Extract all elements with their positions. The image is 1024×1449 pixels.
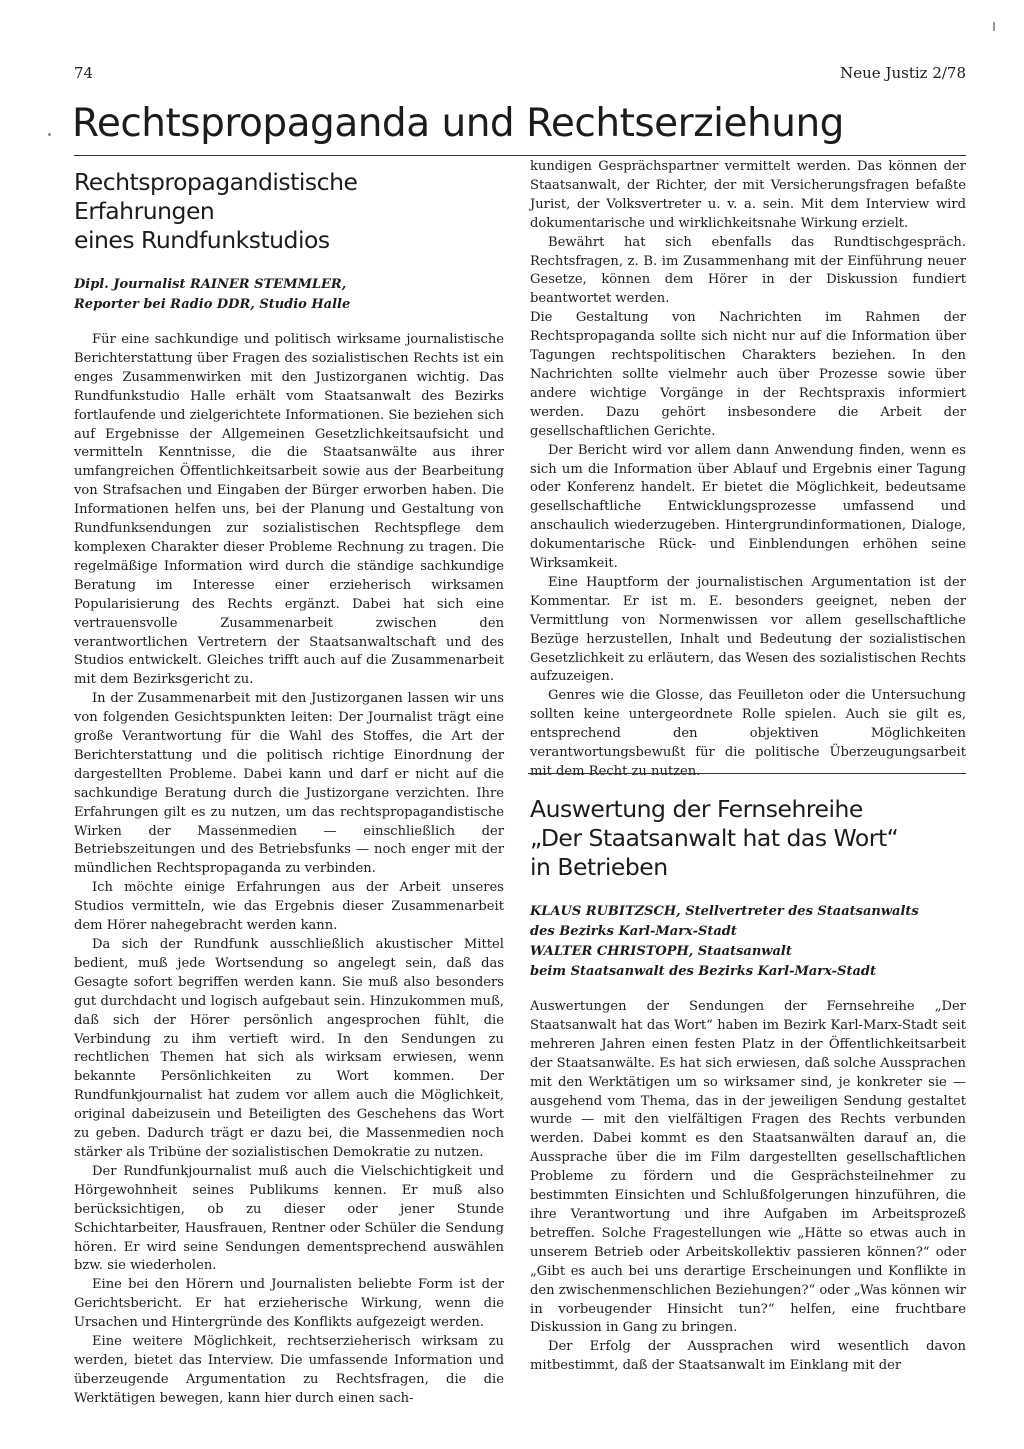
scan-dot [48, 133, 51, 136]
article1-author-line2: Reporter bei Radio DDR, Studio Halle [74, 297, 351, 312]
paragraph: Der Bericht wird vor allem dann Anwendung finden, wenn es sich um die Information über Ablauf und Ergebnis einer Tagung oder Konferenz handelt. Er bietet die Möglichkeit, bedeutsame gesellschaftliche Entwicklungsprozesse umfassend und anschaulich wiederzugeben. Hintergrundinformationen, Dialoge, dokumentarische Rück- und Einblendungen erhöhen seine Wirksamkeit. [530, 442, 966, 572]
article1-title [74, 168, 504, 255]
article1-right-column [530, 158, 966, 782]
paragraph: Der Erfolg der Aussprachen wird wesentlich davon mitbestimmt, daß der Staatsanwalt im Einklang mit der [530, 1339, 966, 1374]
scan-mark [993, 22, 995, 31]
page-number: 74 [74, 64, 94, 82]
article2-author-line3: WALTER CHRISTOPH, Staatsanwalt [530, 944, 792, 959]
article1-left-column [74, 168, 504, 1409]
article2-title [530, 795, 966, 882]
paragraph: Die Gestaltung von Nachrichten im Rahmen der Rechtspropaganda sollte sich nicht nur auf die Information über Tagungen rechtspolitischen Charakters beziehen. In den Nachrichten sollte vielmehr auch über Prozesse sowie über andere wichtige Vorgänge in der Rechtspraxis informiert werden. Dazu gehört insbesondere die Arbeit der gesellschaftlichen Gerichte. [530, 310, 966, 439]
article2-author-line2: des Bezirks Karl-Marx-Stadt [530, 924, 737, 939]
paragraph: Für eine sachkundige und politisch wirksame journalistische Berichterstattung über Fragen des sozialistischen Rechts ist ein enges Zusammenwirken mit den Justizorganen wichtig. Das Rundfunkstudio Halle erhält vom Staatsanwalt des Bezirks fortlaufende und zielgerichtete Informationen. Sie beziehen sich auf Ergebnisse der Allgemeinen Gesetzlichkeitsaufsicht und vermitteln Kenntnisse, die die Staatsanwälte aus ihrer umfangreichen Öffentlichkeitsarbeit sowie aus der Bearbeitung von Strafsachen und Eingaben der Bürger erworben haben. Die Informationen helfen uns, bei der Planung und Gestaltung von Rundfunksendungen zur sozialistischen Rechtspflege dem komplexen Charakter dieser Probleme Rechnung zu tragen. Die regelmäßige Information wird durch die ständige sachkundige Beratung im Interesse einer erzieherisch wirksamen Popularisierung des Rechts ergänzt. Dabei hat sich eine vertrauensvolle Zusammenarbeit zwischen den verantwortlichen Vertretern der Staatsanwaltschaft und des Studios entwickelt. Gleiches trifft auch auf die Zusammenarbeit mit dem Bezirksgericht zu. [74, 332, 504, 688]
article2-author-line1: KLAUS RUBITZSCH, Stellvertreter des Staatsanwalts [530, 904, 919, 919]
article1-author-line1: Dipl. Journalist RAINER STEMMLER, [74, 277, 347, 292]
section-title: Rechtspropaganda und Rechtserziehung [72, 101, 844, 146]
journal-issue: Neue Justiz 2/78 [840, 64, 966, 82]
paragraph: kundigen Gesprächspartner vermittelt werden. Das können der Staatsanwalt, der Richter, der mit Versicherungsfragen befaßte Jurist, der Volksvertreter u. v. a. sein. Mit dem Interview wird dokumentarische und wirklichkeitsnahe Wirkung erzielt. [530, 159, 966, 231]
paragraph: Eine Hauptform der journalistischen Argumentation ist der Kommentar. Er ist m. E. besonders geeignet, neben der Vermittlung von Normenwissen vor allem gesellschaftliche Bezüge herzustellen, Inhalt und Bedeutung der sozialistischen Gesetzlichkeit zu erläutern, das Wesen des sozialistischen Rechts aufzuzeigen. [530, 574, 966, 685]
paragraph: Ich möchte einige Erfahrungen aus der Arbeit unseres Studios vermitteln, wie das Ergebnis dieser Zusammenarbeit dem Hörer nahegebracht werden kann. [74, 880, 504, 934]
page-header [74, 64, 966, 84]
section-divider [74, 155, 966, 156]
paragraph: Eine weitere Möglichkeit, rechtserzieherisch wirksam zu werden, bietet das Interview. Die umfassende Information und überzeugende Argumentation zu Rechtsfragen, die die Werktätigen bewegen, kann hier durch einen sach- [74, 1334, 504, 1406]
article-divider [528, 773, 966, 774]
article2-title-line1: Auswertung der Fernsehreihe [530, 795, 863, 823]
article2-title-line3: in Betrieben [530, 853, 668, 881]
paragraph: Da sich der Rundfunk ausschließlich akustischer Mittel bedient, muß jede Wortsendung so angelegt sein, daß das Gesagte sofort begriffen werden kann. Sie muß also besonders gut durchdacht und logisch aufgebaut sein. Hinzukommen muß, daß sich der Hörer persönlich angesprochen fühlt, die Verbindung zu ihm vertieft wird. In den Sendungen zu rechtlichen Themen hat sich als wirksam erwiesen, wenn bekannte Persönlichkeiten zu Wort kommen. Der Rundfunkjournalist hat zudem vor allem auch die Möglichkeit, original dabeizusein und Beteiligten des Geschehens das Wort zu geben. Dadurch trägt er dazu bei, die Massenmedien noch stärker als Tribüne der sozialistischen Demokratie zu nutzen. [74, 937, 504, 1160]
paragraph: Der Rundfunkjournalist muß auch die Vielschichtigkeit und Hörgewohnheit seines Publikums kennen. Er muß also berücksichtigen, ob zu dieser oder jener Stunde Schichtarbeiter, Hausfrauen, Rentner oder Schüler die Sendung hören. Er wird seine Sendungen dementsprechend auswählen bzw. sie wiederholen. [74, 1163, 504, 1274]
paragraph: Auswertungen der Sendungen der Fernsehreihe „Der Staatsanwalt hat das Wort“ haben im Bezirk Karl-Marx-Stadt seit mehreren Jahren einen festen Platz in der Öffentlichkeitsarbeit der Staatsanwälte. Es hat sich erwiesen, daß solche Aussprachen mit den Werktätigen um so wirksamer sind, je konkreter sie — ausgehend vom Thema, das in der jeweiligen Sendung gestaltet wurde — mit den vielfältigen Fragen des Rechts verbunden werden. Dabei kommt es den Staatsanwälten darauf an, die Aussprache über die im Film dargestellten gesellschaftlichen Probleme zu fördern und die Gesprächsteilnehmer zu bestimmten Einsichten und Schlußfolgerungen hinzuführen, die ihre Verantwortung und ihre Aufgaben im Arbeitsprozeß betreffen. Solche Fragestellungen wie „Hätte so etwas auch in unserem Betrieb oder Arbeitskollektiv passieren können?“ oder „Gibt es auch bei uns derartige Erscheinungen und Konflikte in den zwischenmenschlichen Beziehungen?“ oder „Was können wir in vorbeugender Hinsicht tun?“ helfen, eine fruchtbare Diskussion in Gang zu bringen. [530, 999, 966, 1336]
article2-title-line2: „Der Staatsanwalt hat das Wort“ [530, 824, 899, 852]
article2-author-line4: beim Staatsanwalt des Bezirks Karl-Marx-Stadt [530, 964, 876, 979]
paragraph: Bewährt hat sich ebenfalls das Rundtischgespräch. Rechtsfragen, z. B. im Zusammenhang mit der Einführung neuer Gesetze, können dem Hörer in der Diskussion fundiert beantwortet werden. [530, 234, 966, 307]
article1-title-line1: Rechtspropagandistische Erfahrungen [74, 168, 358, 225]
article1-title-line2: eines Rundfunkstudios [74, 226, 330, 254]
paragraph: Genres wie die Glosse, das Feuilleton oder die Untersuchung sollten keine untergeordnete Rolle spielen. Auch sie gilt es, entsprechend den objektiven Möglichkeiten verantwortungsbewußt für die politische Überzeugungsarbeit mit dem Recht zu nutzen. [530, 688, 966, 779]
article1-author [74, 275, 504, 315]
article2-authors [530, 902, 966, 982]
paragraph: Eine bei den Hörern und Journalisten beliebte Form ist der Gerichtsbericht. Er hat erzieherische Wirkung, wenn die Ursachen und Hintergründe des Konflikts aufgezeigt werden. [74, 1277, 504, 1331]
paragraph: In der Zusammenarbeit mit den Justizorganen lassen wir uns von folgenden Gesichtspunkten leiten: Der Journalist trägt eine große Verantwortung für die Wahl des Stoffes, die Art der Berichterstattung und die politisch richtige Einordnung der dargestellten Probleme. Dabei kann und darf er nicht auf die sachkundige Beratung durch die Justizorgane verzichten. Ihre Erfahrungen gilt es zu nutzen, um das rechtspropagandistische Wirken der Massenmedien — einschließlich der Betriebszeitungen und des Betriebsfunks — noch enger mit der mündlichen Rechtspropaganda zu verbinden. [74, 691, 504, 877]
article2-column [530, 795, 966, 1376]
